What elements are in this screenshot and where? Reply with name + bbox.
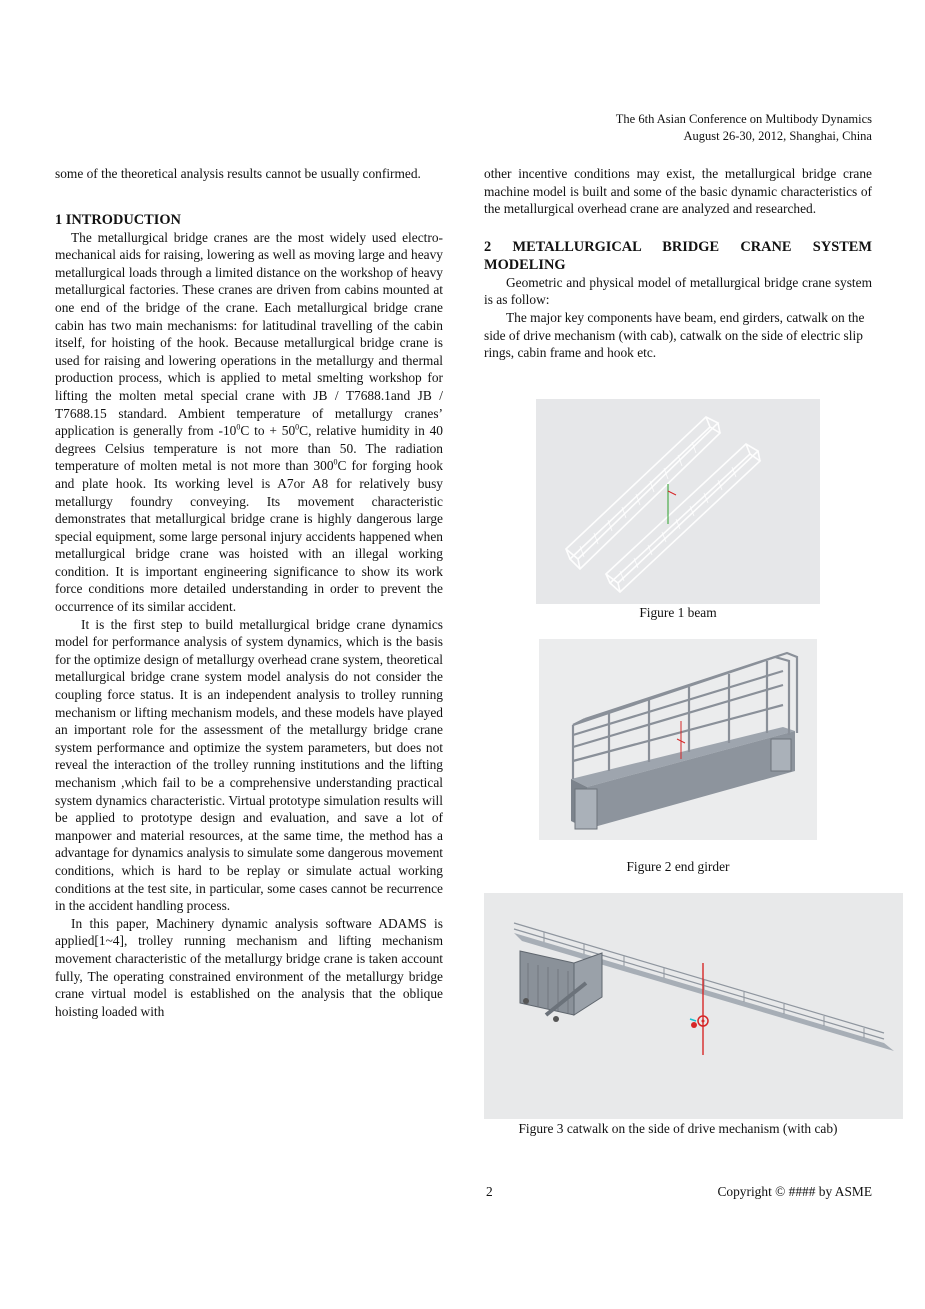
superscript: 0 [236, 422, 241, 432]
paragraph: In this paper, Machinery dynamic analysis software ADAMS is applied[1~4], trolley running mechanism and lifting mechanism movement characteristic of the metallurgy bridge crane is taken account fully, The operating constrained environment of the metallurgy bridge crane virtual model is established on the analysis that the oblique hoisting loaded with [55, 915, 443, 1019]
paragraph: It is the first step to build metallurgical bridge crane dynamics model for performance analysis of system dynamics, which is the basis for the optimize design of metallurgy overhead crane system, theoretical metallurgical bridge crane system model analysis do not consider the coupling force status. It is an independent analysis to trolley running mechanism or lifting mechanism models, and these models have played an important role for the assessment of the metallurgy bridge crane system performance and optimize the system parameters, but does not reveal the interaction of the trolley running institutions and the lifting mechanism ,which fail to be a comprehensive understanding practical system dynamics characteristic. Virtual prototype simulation results will be applied to prototype design and evaluation, and save a lot of manpower and material resources, at the same time, the method has a advantage for dynamics analysis to simulate some dangerous movement conditions, which is hard to be replay or simulate actual working conditions at the test site, in particular, some cases cannot be recurrence in the accident handling process. [55, 616, 443, 914]
text-run: C, relative humidity in 40 degrees Celsius temperature is not more than 50. The radiation temperature of molten metal is not more than 300 [55, 423, 443, 474]
section-heading: 1 INTRODUCTION [55, 211, 181, 228]
text-run: C for forging hook and plate hook. Its working level is A7or A8 for relatively busy metallurgy foundry conveying. Its movement characteristic demonstrates that metallurgical bridge crane is highly dangerous large special equipment, some large personal injury accidents happened when metallurgical bridge crane was hoisted with an illegal working condition. It is important engineering significance to show its work force conditions more detailed understanding in order to prevent the occurrence of its similar accident. [55, 458, 443, 615]
figure-caption: Figure 3 catwalk on the side of drive mechanism (with cab) [518, 1121, 838, 1136]
copyright: Copyright © #### by ASME [717, 1184, 872, 1199]
paragraph: some of the theoretical analysis results cannot be usually confirmed. [55, 166, 421, 181]
figure-beam-image [536, 399, 820, 604]
superscript: 0 [333, 457, 338, 467]
page-number: 2 [486, 1184, 493, 1199]
header-line1: The 6th Asian Conference on Multibody Dynamics [615, 112, 872, 126]
text-run: 50 [281, 423, 296, 439]
text-run: The metallurgical bridge cranes are the most widely used electro-mechanical aids for raising, lowering as well as moving large and heavy metallurgical loads through a limited distance on the workshop of heavy metallurgical factories. These cranes are driven from cabins mounted at one end of the bridge of the crane. Each metallurgical bridge crane cabin has two main mechanisms: for latitudinal travelling of the cabin itself, for hoisting of the hook. Because metallurgical bridge crane is used for raising and lowering operations in the metallurgy and thermal production process, which is applied to metal smelting workshop for lifting the molten metal special crane with JB / T7688.1and JB / T7688.15 standard. Ambient temperature of metallurgy cranes’ application is generally from -10 [55, 229, 443, 439]
right-column [484, 165, 872, 362]
paragraph: Geometric and physical model of metallurgical bridge crane system is as follow: [484, 274, 872, 308]
section-heading-cont: MODELING [484, 256, 566, 273]
figure-catwalk-image [484, 893, 903, 1119]
end-girder-drawing [539, 639, 817, 840]
section-heading: 2 METALLURGICAL BRIDGE CRANE SYSTEM [484, 238, 872, 255]
paragraph: other incentive conditions may exist, the metallurgical bridge crane machine model is built and some of the basic dynamic characteristics of the metallurgical overhead crane are analyzed and researched. [484, 166, 872, 217]
paragraph: The major key components have beam, end girders, catwalk on the side of drive mechanism (with cab), catwalk on the side of electric slip rings, cabin frame and hook etc. [484, 309, 865, 361]
conference-header [616, 111, 872, 145]
figure-caption: Figure 1 beam [639, 605, 717, 620]
catwalk-drawing [484, 893, 903, 1119]
paragraph [55, 229, 443, 616]
superscript: 0 [295, 422, 300, 432]
figure-caption: Figure 2 end girder [626, 859, 730, 874]
left-column [55, 165, 443, 1020]
text-run: C to + [240, 423, 277, 439]
beam-drawing [536, 399, 820, 604]
header-line2: August 26-30, 2012, Shanghai, China [683, 129, 872, 143]
figure-end-girder-image [539, 639, 817, 840]
